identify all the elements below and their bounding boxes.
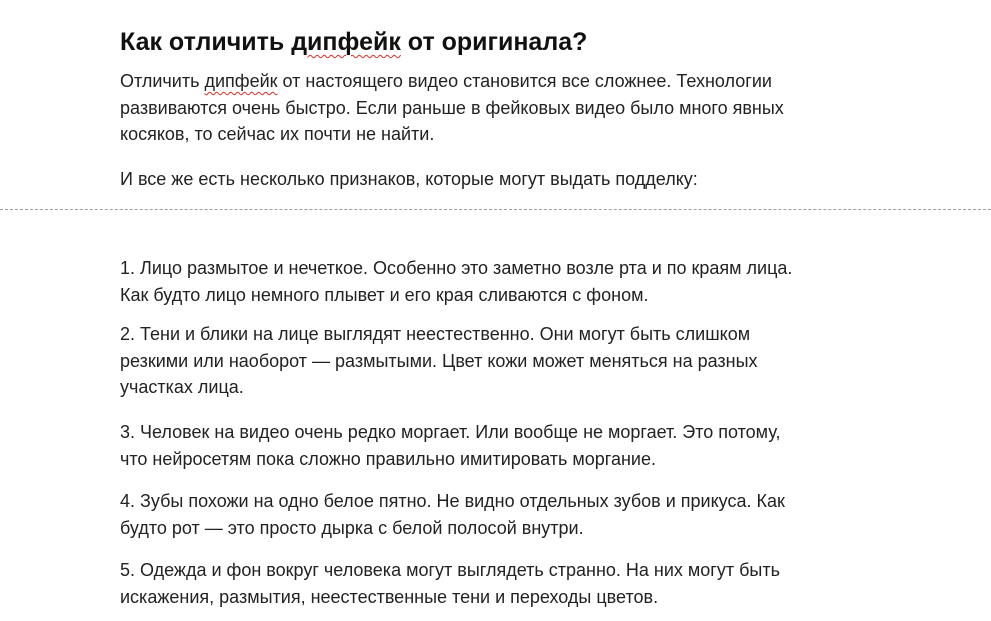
document-heading[interactable] — [120, 24, 587, 60]
sign-item-2[interactable] — [120, 321, 758, 401]
sign-4-line-1: 4. Зубы похожи на одно белое пятно. Не видно отдельных зубов и прикуса. Как — [120, 491, 785, 511]
sign-2-line-2: резкими или наоборот — размытыми. Цвет кожи может меняться на разных — [120, 350, 758, 371]
intro-line-1-end: от настоящего видео становится все сложнее. Технологии — [277, 71, 772, 91]
sign-item-5[interactable] — [120, 557, 780, 610]
sign-item-4[interactable] — [120, 488, 785, 541]
sign-3-line-2: что нейросетям пока сложно правильно имитировать моргание. — [120, 448, 656, 469]
spellcheck-flagged-word[interactable]: дипфейк — [291, 28, 401, 56]
sign-2-line-1: 2. Тени и блики на лице выглядят неестественно. Они могут быть слишком — [120, 324, 751, 344]
intro-paragraph[interactable] — [120, 68, 784, 148]
sign-1-line-1: 1. Лицо размытое и нечеткое. Особенно это заметно возле рта и по краям лица. — [120, 258, 793, 278]
sign-3-line-1: 3. Человек на видео очень редко моргает. Или вообще не моргает. Это потому, — [120, 422, 781, 442]
sign-5-line-1: 5. Одежда и фон вокруг человека могут выглядеть странно. На них могут быть — [120, 560, 780, 580]
page-break-divider — [0, 209, 991, 210]
sign-2-line-3: участках лица. — [120, 377, 244, 397]
lead-in-text: И все же есть несколько признаков, которые могут выдать подделку: — [120, 169, 698, 189]
sign-item-3[interactable] — [120, 419, 780, 472]
sign-4-line-2: будто рот — это просто дырка с белой полосой внутри. — [120, 517, 584, 538]
spellcheck-flagged-word[interactable]: дипфейк — [204, 71, 278, 91]
sign-item-1[interactable] — [120, 255, 792, 308]
heading-text-end: от оригинала? — [400, 28, 588, 56]
sign-5-line-2: искажения, размытия, неестественные тени и переходы цветов. — [120, 586, 659, 607]
intro-line-1-start: Отличить — [120, 71, 205, 91]
sign-1-line-2: Как будто лицо немного плывет и его края сливаются с фоном. — [120, 284, 649, 305]
intro-line-2: развиваются очень быстро. Если раньше в фейковых видео было много явных — [120, 97, 784, 118]
heading-text-start: Как отличить — [120, 28, 292, 56]
intro-line-3: косяков, то сейчас их почти не найти. — [120, 124, 435, 144]
lead-in-paragraph[interactable] — [120, 166, 698, 193]
